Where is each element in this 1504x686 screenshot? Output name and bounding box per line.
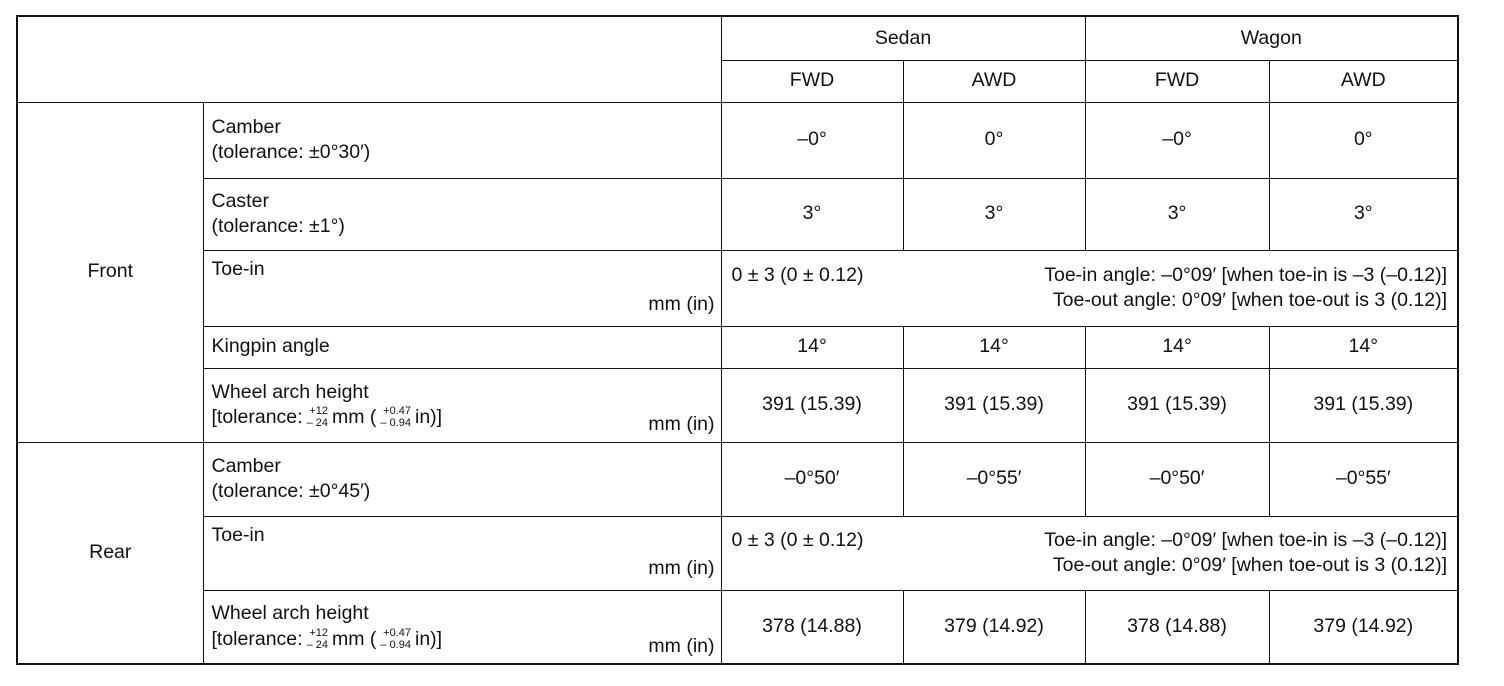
rear-arch-tol-mid: mm ( (331, 627, 377, 650)
rear-arch-sedan-awd: 379 (14.92) (903, 590, 1085, 664)
header-wagon-fwd: FWD (1085, 60, 1269, 102)
rear-toe-label (203, 516, 721, 590)
front-arch-tol-suffix: in)] (414, 406, 443, 428)
front-kingpin-wagon-awd: 14° (1269, 326, 1458, 368)
rear-toe-row (17, 516, 1458, 590)
front-kingpin-sedan-fwd: 14° (721, 326, 903, 368)
header-sedan-fwd: FWD (721, 60, 903, 102)
front-toe-row (17, 250, 1458, 326)
front-camber-row (17, 102, 1458, 178)
rear-camber-sedan-fwd: –0°50′ (721, 442, 903, 516)
header-sedan: Sedan (721, 16, 1085, 60)
front-arch-unit: mm (in) (648, 413, 715, 436)
rear-arch-tol-suffix: in)] (414, 627, 443, 650)
front-arch-tol-prefix: [tolerance: (211, 406, 303, 428)
front-toe-out-angle: Toe-out angle: 0°09′ [when toe-out is 3 (0.12)] (1052, 289, 1448, 311)
rear-arch-unit: mm (in) (648, 634, 715, 657)
front-arch-title: Wheel arch height (211, 380, 369, 403)
front-caster-row (17, 178, 1458, 250)
front-camber-sedan-awd: 0° (903, 102, 1085, 178)
rear-camber-title: Camber (211, 454, 281, 477)
rear-toe-in-angle: Toe-in angle: –0°09′ [when toe-in is –3 (–0.12)] (1044, 528, 1448, 551)
front-toe-unit: mm (in) (648, 293, 715, 316)
front-arch-mm-frac (307, 406, 328, 429)
rear-arch-row (17, 590, 1458, 664)
rear-camber-wagon-awd: –0°55′ (1269, 442, 1458, 516)
front-arch-label (203, 368, 721, 442)
rear-section-label: Rear (17, 442, 203, 664)
rear-camber-wagon-fwd: –0°50′ (1085, 442, 1269, 516)
header-row-groups (17, 16, 1458, 60)
front-camber-tolerance: (tolerance: ±0°30′) (211, 141, 371, 163)
front-toe-label (203, 250, 721, 326)
front-arch-tol-mid: mm ( (331, 406, 377, 428)
front-toe-value (721, 250, 1458, 326)
front-kingpin-row (17, 326, 1458, 368)
front-caster-wagon-fwd: 3° (1085, 178, 1269, 250)
front-arch-mm-plus: +12 (309, 405, 328, 418)
rear-arch-tol-prefix: [tolerance: (211, 627, 303, 650)
rear-camber-tolerance: (tolerance: ±0°45′) (211, 480, 371, 502)
front-section-label: Front (17, 102, 203, 442)
front-kingpin-wagon-fwd: 14° (1085, 326, 1269, 368)
front-toe-in-angle: Toe-in angle: –0°09′ [when toe-in is –3 (–0.12)] (1044, 263, 1448, 286)
front-arch-sedan-awd: 391 (15.39) (903, 368, 1085, 442)
rear-arch-in-plus: +0.47 (383, 627, 411, 640)
front-camber-label (203, 102, 721, 178)
front-caster-title: Caster (211, 189, 269, 212)
front-arch-in-frac (380, 406, 411, 429)
rear-camber-row (17, 442, 1458, 516)
front-arch-in-minus: – 0.94 (380, 416, 411, 429)
front-kingpin-label: Kingpin angle (203, 326, 721, 368)
rear-arch-sedan-fwd: 378 (14.88) (721, 590, 903, 664)
front-camber-sedan-fwd: –0° (721, 102, 903, 178)
rear-arch-wagon-fwd: 378 (14.88) (1085, 590, 1269, 664)
rear-toe-title: Toe-in (211, 523, 265, 546)
rear-arch-mm-frac (307, 628, 328, 651)
front-arch-mm-minus: – 24 (306, 416, 328, 429)
front-caster-sedan-fwd: 3° (721, 178, 903, 250)
rear-arch-tolerance (212, 627, 713, 652)
rear-arch-mm-minus: – 24 (306, 638, 328, 651)
header-wagon: Wagon (1085, 16, 1458, 60)
rear-toe-value (721, 516, 1458, 590)
front-camber-title: Camber (211, 115, 281, 138)
rear-arch-wagon-awd: 379 (14.92) (1269, 590, 1458, 664)
front-arch-wagon-fwd: 391 (15.39) (1085, 368, 1269, 442)
alignment-spec-table-container (16, 15, 1459, 665)
header-blank-cell (17, 16, 721, 102)
front-arch-row (17, 368, 1458, 442)
front-caster-sedan-awd: 3° (903, 178, 1085, 250)
rear-arch-in-minus: – 0.94 (380, 638, 411, 651)
header-wagon-awd: AWD (1269, 60, 1458, 102)
front-caster-wagon-awd: 3° (1269, 178, 1458, 250)
rear-toe-unit: mm (in) (648, 557, 715, 580)
front-toe-base: 0 ± 3 (0 ± 0.12) (731, 263, 864, 286)
rear-toe-base: 0 ± 3 (0 ± 0.12) (731, 528, 864, 551)
front-arch-tolerance (212, 405, 713, 430)
rear-arch-label (203, 590, 721, 664)
rear-arch-mm-plus: +12 (309, 627, 328, 640)
front-arch-sedan-fwd: 391 (15.39) (721, 368, 903, 442)
front-arch-in-plus: +0.47 (383, 405, 411, 418)
wheel-alignment-spec-table (16, 15, 1459, 665)
rear-arch-in-frac (380, 628, 411, 651)
front-caster-tolerance: (tolerance: ±1°) (211, 215, 345, 237)
front-kingpin-sedan-awd: 14° (903, 326, 1085, 368)
rear-toe-out-angle: Toe-out angle: 0°09′ [when toe-out is 3 (0.12)] (1052, 554, 1448, 576)
rear-camber-sedan-awd: –0°55′ (903, 442, 1085, 516)
front-toe-title: Toe-in (211, 257, 265, 280)
front-camber-wagon-fwd: –0° (1085, 102, 1269, 178)
rear-camber-label (203, 442, 721, 516)
rear-arch-title: Wheel arch height (211, 602, 369, 625)
front-arch-wagon-awd: 391 (15.39) (1269, 368, 1458, 442)
front-camber-wagon-awd: 0° (1269, 102, 1458, 178)
front-caster-label (203, 178, 721, 250)
header-sedan-awd: AWD (903, 60, 1085, 102)
